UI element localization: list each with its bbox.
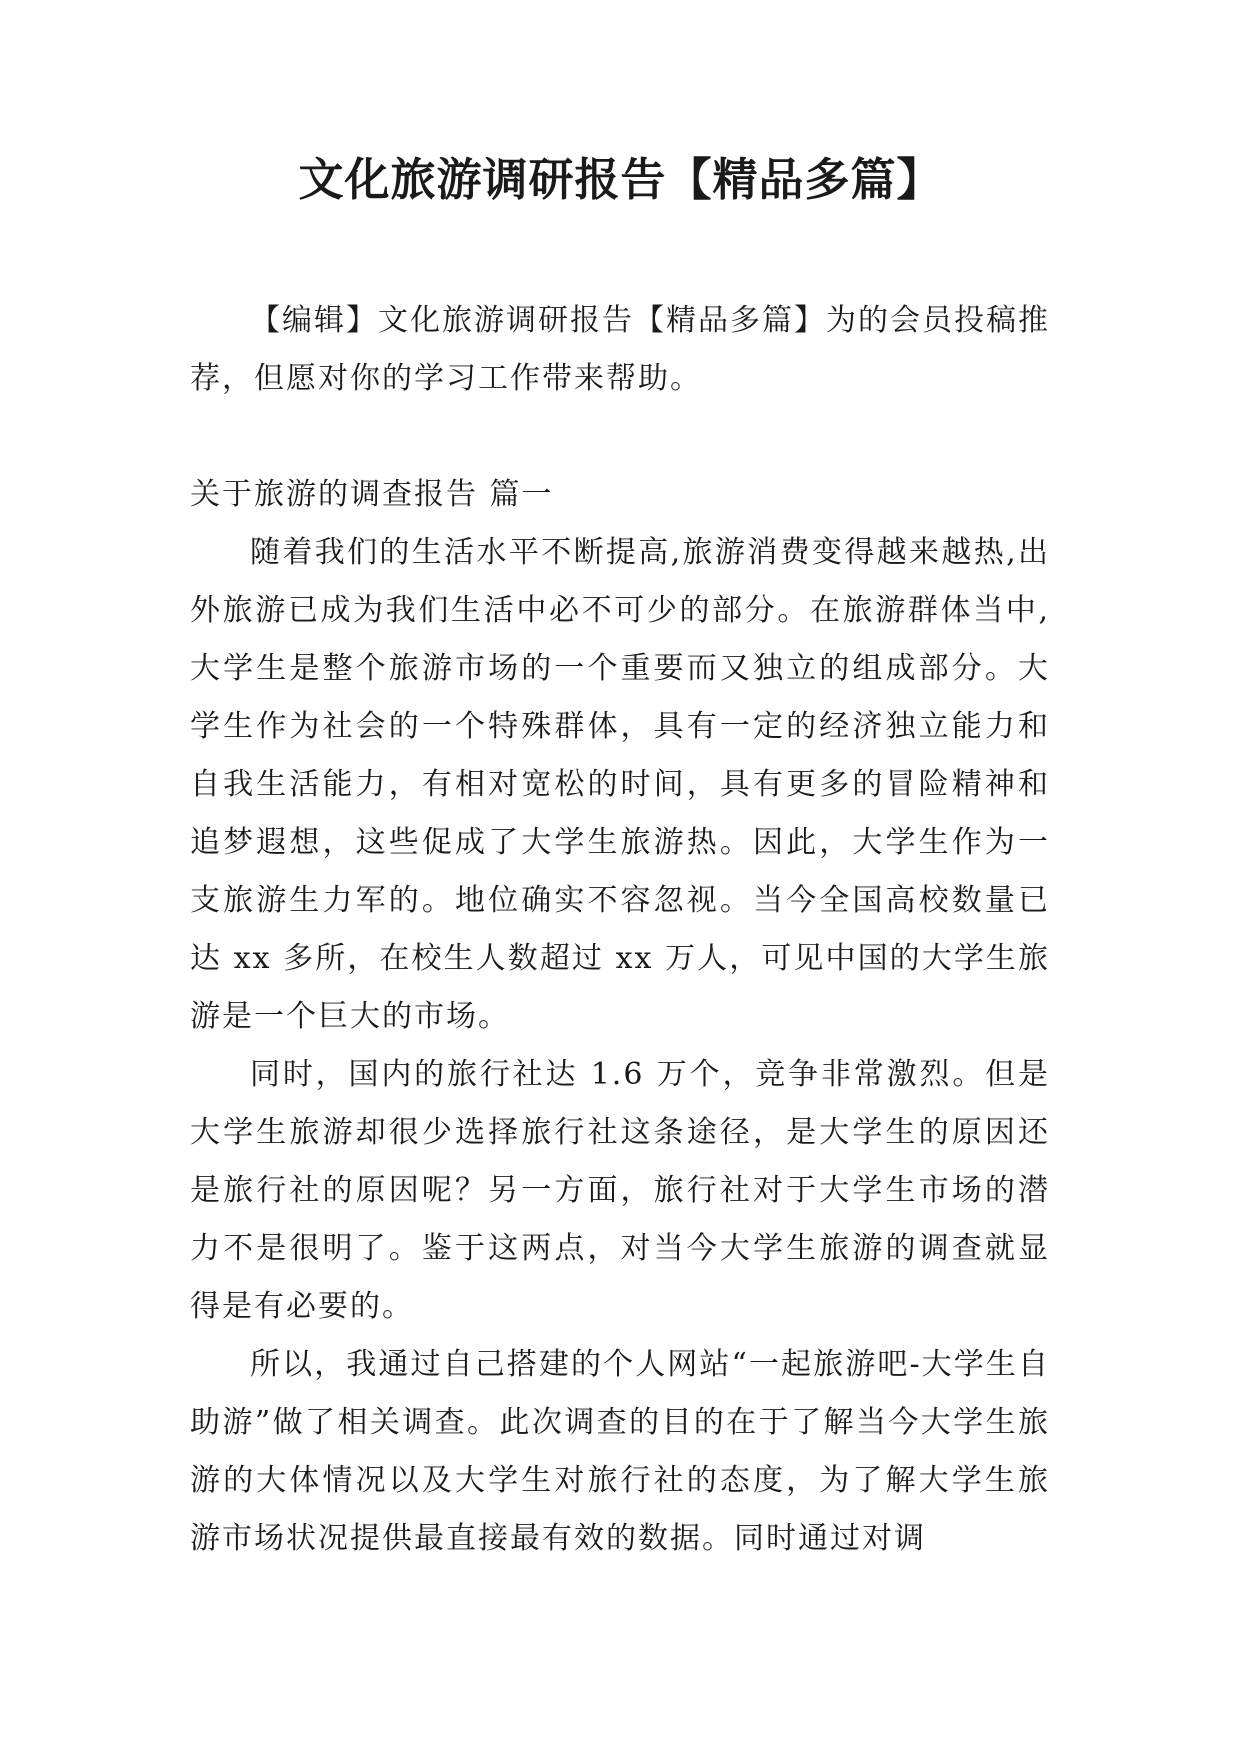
body-paragraph-1: 随着我们的生活水平不断提高,旅游消费变得越来越热,出外旅游已成为我们生活中必不可少的部分。在旅游群体当中,大学生是整个旅游市场的一个重要而又独立的组成部分。大学生作为社会的一个特殊群体，具有一定的经济独立能力和自我生活能力，有相对宽松的时间，具有更多的冒险精神和追梦遐想，这些促成了大学生旅游热。因此，大学生作为一支旅游生力军的。地位确实不容忽视。当今全国高校数量已达 xx 多所，在校生人数超过 xx 万人，可见中国的大学生旅游是一个巨大的市场。 — [190, 535, 1050, 1034]
intro-paragraph: 【编辑】文化旅游调研报告【精品多篇】为的会员投稿推荐，但愿对你的学习工作带来帮助。 — [190, 303, 1050, 396]
section-heading: 关于旅游的调查报告 篇一 — [190, 477, 554, 512]
document-title: 文化旅游调研报告【精品多篇】 — [298, 153, 943, 206]
body-paragraph-2: 同时，国内的旅行社达 1.6 万个，竞争非常激烈。但是大学生旅游却很少选择旅行社这条途径，是大学生的原因还是旅行社的原因呢？另一方面，旅行社对于大学生市场的潜力不是很明了。鉴于这两点，对当今大学生旅游的调查就显得是有必要的。 — [190, 1057, 1050, 1324]
body-paragraph-3: 所以，我通过自己搭建的个人网站“一起旅游吧-大学生自助游”做了相关调查。此次调查的目的在于了解当今大学生旅游的大体情况以及大学生对旅行社的态度，为了解大学生旅游市场状况提供最直接最有效的数据。同时通过对调 — [190, 1347, 1050, 1556]
document-body — [190, 292, 1050, 1568]
